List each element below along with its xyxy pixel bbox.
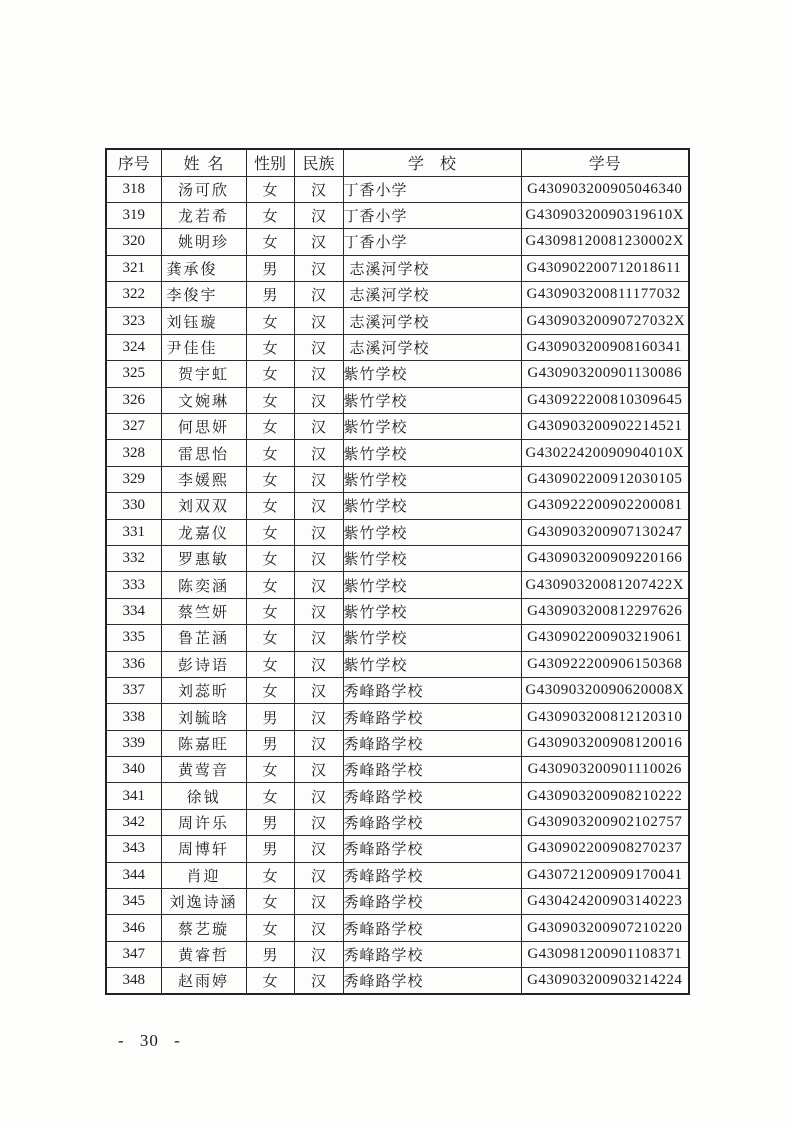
cell-ethnicity: 汉 — [294, 968, 343, 994]
cell-serial-number: 332 — [106, 545, 161, 571]
cell-student-name: 龚承俊 — [161, 255, 246, 281]
table-row — [106, 757, 689, 783]
cell-student-name: 罗惠敏 — [161, 545, 246, 571]
cell-gender: 女 — [246, 361, 294, 387]
cell-gender: 女 — [246, 440, 294, 466]
header-性别: 性别 — [246, 149, 294, 176]
cell-student-name: 何思妍 — [161, 414, 246, 440]
cell-student-id: G430922200902200081 — [521, 493, 689, 519]
cell-gender: 女 — [246, 334, 294, 360]
cell-serial-number: 329 — [106, 466, 161, 492]
cell-gender: 女 — [246, 677, 294, 703]
table-row — [106, 334, 689, 360]
cell-serial-number: 339 — [106, 730, 161, 756]
cell-ethnicity: 汉 — [294, 202, 343, 228]
cell-gender: 女 — [246, 889, 294, 915]
cell-serial-number: 321 — [106, 255, 161, 281]
header-民族: 民族 — [294, 149, 343, 176]
cell-gender: 女 — [246, 466, 294, 492]
cell-school: 秀峰路学校 — [343, 889, 521, 915]
cell-student-id: G430903200908210222 — [521, 783, 689, 809]
cell-gender: 男 — [246, 282, 294, 308]
cell-serial-number: 341 — [106, 783, 161, 809]
table-row — [106, 651, 689, 677]
cell-student-id: G430903200902214521 — [521, 414, 689, 440]
cell-ethnicity: 汉 — [294, 915, 343, 941]
cell-gender: 女 — [246, 308, 294, 334]
cell-gender: 女 — [246, 493, 294, 519]
cell-school: 紫竹学校 — [343, 440, 521, 466]
cell-student-name: 汤可欣 — [161, 176, 246, 202]
table-row — [106, 229, 689, 255]
cell-serial-number: 348 — [106, 968, 161, 994]
table-row — [106, 889, 689, 915]
cell-school: 紫竹学校 — [343, 545, 521, 571]
cell-school: 秀峰路学校 — [343, 862, 521, 888]
cell-serial-number: 338 — [106, 704, 161, 730]
cell-ethnicity: 汉 — [294, 704, 343, 730]
table-row — [106, 941, 689, 967]
cell-student-id: G43090320090620008X — [521, 677, 689, 703]
table-row — [106, 202, 689, 228]
cell-school: 紫竹学校 — [343, 598, 521, 624]
table-row — [106, 176, 689, 202]
cell-student-id: G430902200903219061 — [521, 625, 689, 651]
table-row — [106, 968, 689, 994]
cell-gender: 女 — [246, 783, 294, 809]
cell-ethnicity: 汉 — [294, 809, 343, 835]
table-row — [106, 466, 689, 492]
cell-gender: 男 — [246, 809, 294, 835]
cell-student-name: 李俊宇 — [161, 282, 246, 308]
cell-student-name: 黄睿哲 — [161, 941, 246, 967]
cell-student-id: G430903200908160341 — [521, 334, 689, 360]
cell-ethnicity: 汉 — [294, 414, 343, 440]
cell-serial-number: 337 — [106, 677, 161, 703]
cell-student-id: G430922200810309645 — [521, 387, 689, 413]
cell-school: 志溪河学校 — [343, 255, 521, 281]
cell-school: 志溪河学校 — [343, 308, 521, 334]
cell-student-id: G43090320090319610X — [521, 202, 689, 228]
table-row — [106, 361, 689, 387]
cell-ethnicity: 汉 — [294, 625, 343, 651]
cell-student-name: 黄莺音 — [161, 757, 246, 783]
cell-serial-number: 323 — [106, 308, 161, 334]
cell-student-name: 周博轩 — [161, 836, 246, 862]
cell-school: 紫竹学校 — [343, 361, 521, 387]
cell-student-name: 龙嘉仪 — [161, 519, 246, 545]
cell-school: 紫竹学校 — [343, 387, 521, 413]
table-row — [106, 809, 689, 835]
cell-school: 秀峰路学校 — [343, 836, 521, 862]
cell-serial-number: 347 — [106, 941, 161, 967]
cell-gender: 女 — [246, 229, 294, 255]
cell-ethnicity: 汉 — [294, 677, 343, 703]
cell-ethnicity: 汉 — [294, 308, 343, 334]
cell-student-id: G430903200901130086 — [521, 361, 689, 387]
table-header-row — [106, 149, 689, 176]
cell-student-name: 文婉琳 — [161, 387, 246, 413]
cell-serial-number: 346 — [106, 915, 161, 941]
cell-student-name: 尹佳佳 — [161, 334, 246, 360]
table-row — [106, 572, 689, 598]
cell-ethnicity: 汉 — [294, 783, 343, 809]
cell-ethnicity: 汉 — [294, 334, 343, 360]
table-row — [106, 255, 689, 281]
cell-student-id: G43098120081230002X — [521, 229, 689, 255]
cell-gender: 男 — [246, 941, 294, 967]
cell-ethnicity: 汉 — [294, 229, 343, 255]
cell-student-id: G430902200912030105 — [521, 466, 689, 492]
table-row — [106, 414, 689, 440]
cell-ethnicity: 汉 — [294, 941, 343, 967]
cell-student-id: G430903200812120310 — [521, 704, 689, 730]
cell-school: 丁香小学 — [343, 202, 521, 228]
table-row — [106, 545, 689, 571]
cell-gender: 男 — [246, 836, 294, 862]
cell-student-name: 贺宇虹 — [161, 361, 246, 387]
cell-student-name: 刘逸诗涵 — [161, 889, 246, 915]
cell-ethnicity: 汉 — [294, 493, 343, 519]
cell-school: 紫竹学校 — [343, 414, 521, 440]
cell-student-id: G430424200903140223 — [521, 889, 689, 915]
table-row — [106, 677, 689, 703]
cell-serial-number: 324 — [106, 334, 161, 360]
cell-student-id: G430981200901108371 — [521, 941, 689, 967]
cell-school: 紫竹学校 — [343, 466, 521, 492]
cell-serial-number: 343 — [106, 836, 161, 862]
cell-student-name: 陈奕涵 — [161, 572, 246, 598]
cell-student-name: 陈嘉旺 — [161, 730, 246, 756]
cell-gender: 女 — [246, 968, 294, 994]
cell-serial-number: 333 — [106, 572, 161, 598]
cell-ethnicity: 汉 — [294, 176, 343, 202]
cell-gender: 女 — [246, 915, 294, 941]
cell-serial-number: 335 — [106, 625, 161, 651]
cell-serial-number: 344 — [106, 862, 161, 888]
cell-student-name: 肖迎 — [161, 862, 246, 888]
cell-student-name: 龙若希 — [161, 202, 246, 228]
cell-serial-number: 320 — [106, 229, 161, 255]
cell-gender: 男 — [246, 704, 294, 730]
header-学号: 学号 — [521, 149, 689, 176]
cell-school: 秀峰路学校 — [343, 757, 521, 783]
cell-serial-number: 342 — [106, 809, 161, 835]
cell-gender: 男 — [246, 255, 294, 281]
header-姓名: 姓 名 — [161, 149, 246, 176]
cell-student-name: 姚明珍 — [161, 229, 246, 255]
table-row — [106, 836, 689, 862]
cell-student-id: G430903200905046340 — [521, 176, 689, 202]
cell-gender: 女 — [246, 651, 294, 677]
cell-ethnicity: 汉 — [294, 466, 343, 492]
cell-gender: 女 — [246, 545, 294, 571]
cell-gender: 女 — [246, 572, 294, 598]
cell-student-id: G430903200908120016 — [521, 730, 689, 756]
cell-ethnicity: 汉 — [294, 730, 343, 756]
cell-student-id: G430902200908270237 — [521, 836, 689, 862]
cell-school: 志溪河学校 — [343, 282, 521, 308]
cell-ethnicity: 汉 — [294, 440, 343, 466]
cell-serial-number: 340 — [106, 757, 161, 783]
cell-school: 志溪河学校 — [343, 334, 521, 360]
cell-ethnicity: 汉 — [294, 651, 343, 677]
table-row — [106, 598, 689, 624]
cell-school: 秀峰路学校 — [343, 783, 521, 809]
cell-ethnicity: 汉 — [294, 572, 343, 598]
cell-serial-number: 345 — [106, 889, 161, 915]
cell-student-id: G430903200812297626 — [521, 598, 689, 624]
cell-student-name: 刘双双 — [161, 493, 246, 519]
cell-gender: 女 — [246, 625, 294, 651]
cell-student-id: G430721200909170041 — [521, 862, 689, 888]
cell-gender: 女 — [246, 387, 294, 413]
student-roster-table — [105, 148, 690, 995]
table-row — [106, 730, 689, 756]
cell-ethnicity: 汉 — [294, 387, 343, 413]
cell-school: 秀峰路学校 — [343, 968, 521, 994]
table-body — [106, 176, 689, 994]
table-row — [106, 493, 689, 519]
cell-school: 丁香小学 — [343, 176, 521, 202]
cell-school: 紫竹学校 — [343, 572, 521, 598]
cell-student-id: G43090320090727032X — [521, 308, 689, 334]
cell-student-id: G430903200811177032 — [521, 282, 689, 308]
cell-student-name: 刘钰璇 — [161, 308, 246, 334]
cell-school: 紫竹学校 — [343, 651, 521, 677]
cell-student-id: G430903200901110026 — [521, 757, 689, 783]
cell-ethnicity: 汉 — [294, 519, 343, 545]
cell-serial-number: 318 — [106, 176, 161, 202]
cell-gender: 女 — [246, 176, 294, 202]
cell-ethnicity: 汉 — [294, 757, 343, 783]
cell-student-name: 鲁芷涵 — [161, 625, 246, 651]
cell-gender: 女 — [246, 598, 294, 624]
cell-serial-number: 327 — [106, 414, 161, 440]
table-row — [106, 440, 689, 466]
cell-student-name: 徐钺 — [161, 783, 246, 809]
cell-gender: 女 — [246, 757, 294, 783]
cell-student-name: 李媛熙 — [161, 466, 246, 492]
cell-ethnicity: 汉 — [294, 545, 343, 571]
cell-student-id: G43022420090904010X — [521, 440, 689, 466]
cell-student-name: 蔡艺璇 — [161, 915, 246, 941]
cell-student-id: G430903200909220166 — [521, 545, 689, 571]
cell-student-id: G430903200907210220 — [521, 915, 689, 941]
cell-serial-number: 319 — [106, 202, 161, 228]
cell-serial-number: 322 — [106, 282, 161, 308]
cell-school: 秀峰路学校 — [343, 704, 521, 730]
cell-serial-number: 326 — [106, 387, 161, 413]
page-number: - 30 - — [118, 1031, 181, 1050]
header-序号: 序号 — [106, 149, 161, 176]
cell-student-id: G430903200907130247 — [521, 519, 689, 545]
cell-student-name: 彭诗语 — [161, 651, 246, 677]
cell-student-name: 雷思怡 — [161, 440, 246, 466]
cell-school: 秀峰路学校 — [343, 941, 521, 967]
cell-serial-number: 328 — [106, 440, 161, 466]
cell-student-name: 赵雨婷 — [161, 968, 246, 994]
cell-ethnicity: 汉 — [294, 282, 343, 308]
cell-gender: 女 — [246, 519, 294, 545]
cell-student-name: 刘毓晗 — [161, 704, 246, 730]
cell-school: 秀峰路学校 — [343, 730, 521, 756]
table-row — [106, 519, 689, 545]
cell-ethnicity: 汉 — [294, 598, 343, 624]
cell-student-id: G430902200712018611 — [521, 255, 689, 281]
cell-serial-number: 336 — [106, 651, 161, 677]
table-row — [106, 862, 689, 888]
cell-serial-number: 334 — [106, 598, 161, 624]
cell-student-id: G430903200902102757 — [521, 809, 689, 835]
header-学校: 学 校 — [343, 149, 521, 176]
table-row — [106, 783, 689, 809]
cell-school: 秀峰路学校 — [343, 915, 521, 941]
cell-school: 紫竹学校 — [343, 519, 521, 545]
cell-ethnicity: 汉 — [294, 255, 343, 281]
cell-ethnicity: 汉 — [294, 862, 343, 888]
cell-student-name: 周许乐 — [161, 809, 246, 835]
table-row — [106, 625, 689, 651]
cell-ethnicity: 汉 — [294, 889, 343, 915]
cell-ethnicity: 汉 — [294, 361, 343, 387]
cell-gender: 女 — [246, 862, 294, 888]
cell-school: 秀峰路学校 — [343, 677, 521, 703]
cell-school: 丁香小学 — [343, 229, 521, 255]
table-row — [106, 282, 689, 308]
cell-school: 秀峰路学校 — [343, 809, 521, 835]
cell-school: 紫竹学校 — [343, 493, 521, 519]
cell-student-id: G430903200903214224 — [521, 968, 689, 994]
cell-student-id: G430922200906150368 — [521, 651, 689, 677]
cell-gender: 女 — [246, 202, 294, 228]
table-row — [106, 387, 689, 413]
cell-student-id: G43090320081207422X — [521, 572, 689, 598]
cell-serial-number: 331 — [106, 519, 161, 545]
cell-school: 紫竹学校 — [343, 625, 521, 651]
cell-serial-number: 325 — [106, 361, 161, 387]
cell-ethnicity: 汉 — [294, 836, 343, 862]
cell-student-name: 蔡竺妍 — [161, 598, 246, 624]
cell-gender: 男 — [246, 730, 294, 756]
table-row — [106, 915, 689, 941]
cell-student-name: 刘蕊昕 — [161, 677, 246, 703]
table-row — [106, 704, 689, 730]
cell-gender: 女 — [246, 414, 294, 440]
table-row — [106, 308, 689, 334]
cell-serial-number: 330 — [106, 493, 161, 519]
